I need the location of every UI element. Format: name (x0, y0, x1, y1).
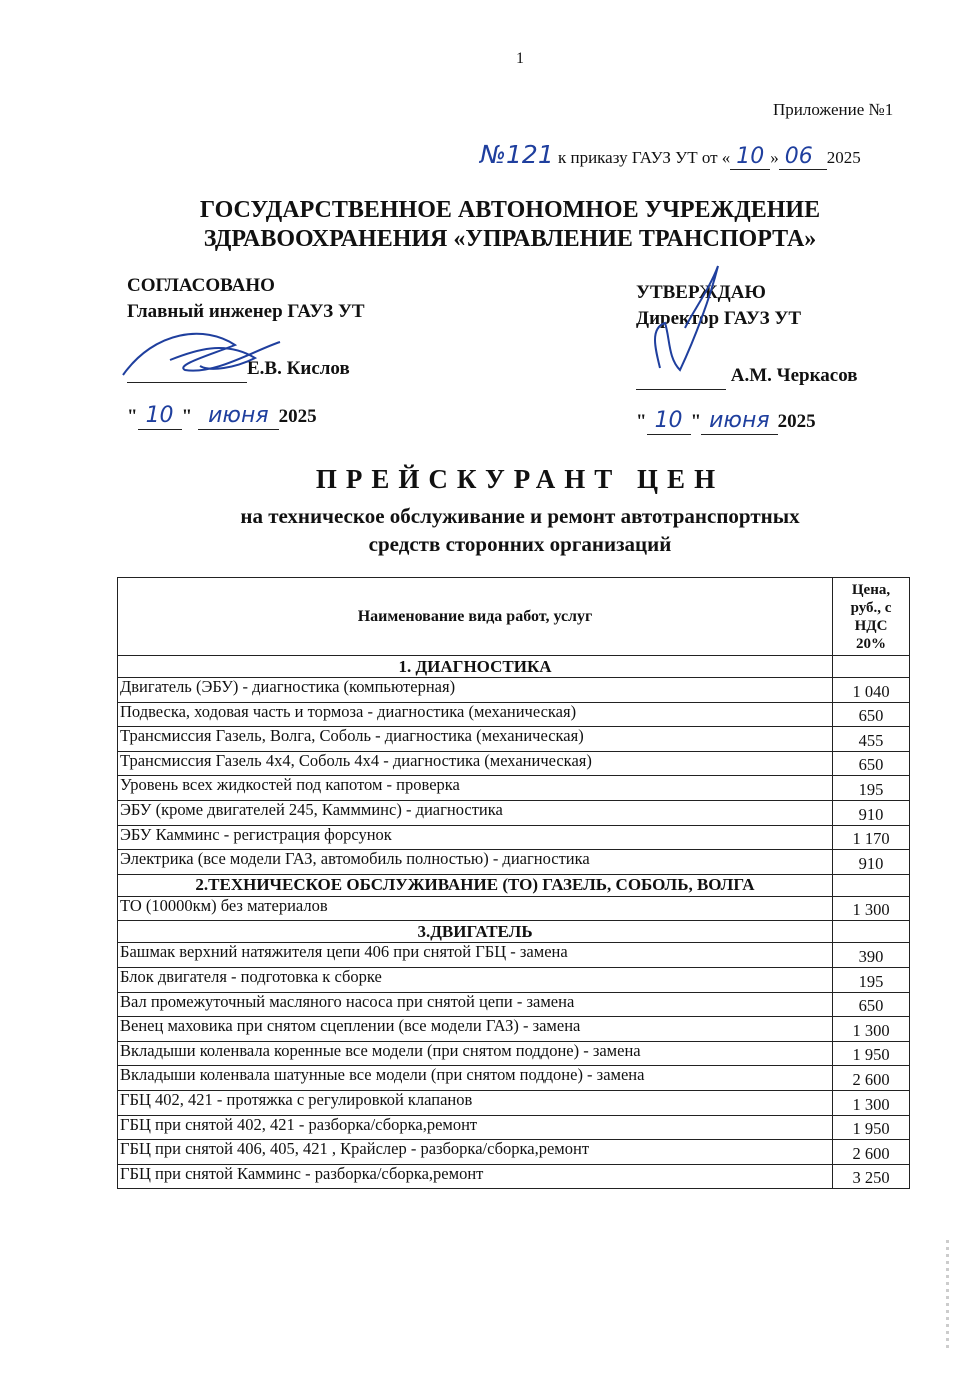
chief-engineer-signature (115, 320, 285, 390)
service-price: 910 (833, 800, 910, 825)
header-price-line-4: 20% (856, 635, 886, 652)
service-price: 1 170 (833, 825, 910, 850)
header-name: Наименование вида работ, услуг (118, 578, 833, 656)
section-row (118, 874, 910, 896)
service-name: Уровень всех жидкостей под капотом - проверка (118, 776, 833, 801)
header-price-line-2: руб., с (850, 599, 892, 616)
table-row (118, 702, 910, 727)
table-row (118, 1140, 910, 1165)
approval-left-date-open: " (127, 406, 138, 427)
subtitle-line-2: средств сторонних организаций (368, 532, 672, 556)
table-row (118, 678, 910, 703)
service-name: ГБЦ 402, 421 - протяжка с регулировкой клапанов (118, 1090, 833, 1115)
service-price: 650 (833, 751, 910, 776)
table-row (118, 1090, 910, 1115)
header-price (833, 578, 910, 656)
order-day-handwritten: 10 (730, 144, 770, 170)
service-name: Блок двигателя - подготовка к сборке (118, 967, 833, 992)
table-row (118, 896, 910, 921)
order-day-close: » (770, 148, 779, 167)
approval-right-name: А.М. Черкасов (730, 365, 858, 386)
table-row (118, 1115, 910, 1140)
service-name: Трансмиссия Газель 4х4, Соболь 4х4 - диагностика (механическая) (118, 751, 833, 776)
table-header-row (118, 578, 910, 656)
approval-right-heading: УТВЕРЖДАЮ (636, 282, 766, 303)
order-number-handwritten: №121 (480, 140, 554, 169)
table-body (118, 656, 910, 1189)
service-name: ГБЦ при снятой 402, 421 - разборка/сборка,ремонт (118, 1115, 833, 1140)
page-number: 1 (516, 50, 524, 67)
approval-left-date-mid: " (181, 406, 193, 427)
document-subtitle (0, 502, 971, 558)
subtitle-line-1: на техническое обслуживание и ремонт автотранспортных (240, 504, 800, 528)
service-name: Башмак верхний натяжителя цепи 406 при снятой ГБЦ - замена (118, 943, 833, 968)
section-row (118, 656, 910, 678)
service-price: 455 (833, 727, 910, 752)
order-year: 2025 (826, 148, 861, 167)
service-price: 390 (833, 943, 910, 968)
service-price: 1 040 (833, 678, 910, 703)
service-price: 1 300 (833, 1017, 910, 1042)
table-row (118, 967, 910, 992)
service-name: Венец маховика при снятом сцеплении (все модели ГАЗ) - замена (118, 1017, 833, 1042)
table-row (118, 1041, 910, 1066)
service-price: 195 (833, 776, 910, 801)
section-title: 2.ТЕХНИЧЕСКОЕ ОБСЛУЖИВАНИЕ (ТО) ГАЗЕЛЬ, СОБОЛЬ, ВОЛГА (118, 874, 833, 896)
table-row (118, 1164, 910, 1189)
table-row (118, 825, 910, 850)
service-name: Вкладыши коленвала шатунные все модели (при снятом поддоне) - замена (118, 1066, 833, 1091)
service-name: Подвеска, ходовая часть и тормоза - диагностика (механическая) (118, 702, 833, 727)
approval-right-position: Директор ГАУЗ УТ (636, 308, 802, 329)
approval-left-day: 10 (138, 403, 182, 430)
section-title: 3.ДВИГАТЕЛЬ (118, 921, 833, 943)
approval-right-year: 2025 (777, 411, 816, 432)
service-price: 195 (833, 967, 910, 992)
order-month-handwritten: 06 (779, 144, 827, 170)
organization-line-1: ГОСУДАРСТВЕННОЕ АВТОНОМНОЕ УЧРЕЖДЕНИЕ (199, 197, 821, 223)
service-name: ТО (10000км) без материалов (118, 896, 833, 921)
approval-left-name: Е.В. Кислов (247, 358, 350, 379)
price-table (117, 577, 910, 1189)
section-row (118, 921, 910, 943)
service-name: Вал промежуточный масляного насоса при снятой цепи - замена (118, 992, 833, 1017)
service-price: 650 (833, 702, 910, 727)
approval-right-month: июня (701, 408, 777, 435)
section-price-empty (833, 921, 910, 943)
approval-right-date-open: " (636, 411, 647, 432)
approval-left-month: июня (198, 403, 278, 430)
order-reference (480, 140, 861, 170)
annex-label: Приложение №1 (773, 100, 894, 119)
document-title: ПРЕЙСКУРАНТ ЦЕН (315, 464, 725, 494)
organization-name (0, 196, 971, 254)
table-row (118, 1017, 910, 1042)
table-row (118, 943, 910, 968)
organization-line-2: ЗДРАВООХРАНЕНИЯ «УПРАВЛЕНИЕ ТРАНСПОРТА» (203, 226, 817, 252)
service-price: 1 950 (833, 1041, 910, 1066)
table-row (118, 776, 910, 801)
approval-right-day: 10 (647, 408, 691, 435)
header-price-line-1: Цена, (851, 581, 891, 598)
table-row (118, 850, 910, 875)
service-price: 2 600 (833, 1140, 910, 1165)
service-price: 910 (833, 850, 910, 875)
service-name: Трансмиссия Газель, Волга, Соболь - диагностика (механическая) (118, 727, 833, 752)
approval-left-heading: СОГЛАСОВАНО (127, 275, 275, 296)
service-price: 2 600 (833, 1066, 910, 1091)
table-row (118, 751, 910, 776)
order-text: к приказу ГАУЗ УТ от « (553, 148, 731, 167)
approval-left-year: 2025 (278, 406, 317, 427)
service-name: Электрика (все модели ГАЗ, автомобиль полностью) - диагностика (118, 850, 833, 875)
table-row (118, 1066, 910, 1091)
section-title: 1. ДИАГНОСТИКА (118, 656, 833, 678)
service-price: 650 (833, 992, 910, 1017)
table-row (118, 727, 910, 752)
service-name: Вкладыши коленвала коренные все модели (при снятом поддоне) - замена (118, 1041, 833, 1066)
service-price: 1 950 (833, 1115, 910, 1140)
service-price: 3 250 (833, 1164, 910, 1189)
table-row (118, 800, 910, 825)
approval-right-date-mid: " (690, 411, 702, 432)
service-price: 1 300 (833, 896, 910, 921)
service-name: ЭБУ (кроме двигателей 245, Каммминс) - диагностика (118, 800, 833, 825)
director-signature (640, 258, 730, 383)
service-name: ГБЦ при снятой Камминс - разборка/сборка,ремонт (118, 1164, 833, 1189)
table-row (118, 992, 910, 1017)
scan-edge-mark (946, 1240, 949, 1350)
section-price-empty (833, 656, 910, 678)
header-price-line-3: НДС (854, 617, 888, 634)
service-price: 1 300 (833, 1090, 910, 1115)
service-name: ГБЦ при снятой 406, 405, 421 , Крайслер - разборка/сборка,ремонт (118, 1140, 833, 1165)
approval-left-position: Главный инженер ГАУЗ УТ (127, 301, 365, 322)
service-name: Двигатель (ЭБУ) - диагностика (компьютерная) (118, 678, 833, 703)
service-name: ЭБУ Камминс - регистрация форсунок (118, 825, 833, 850)
section-price-empty (833, 874, 910, 896)
